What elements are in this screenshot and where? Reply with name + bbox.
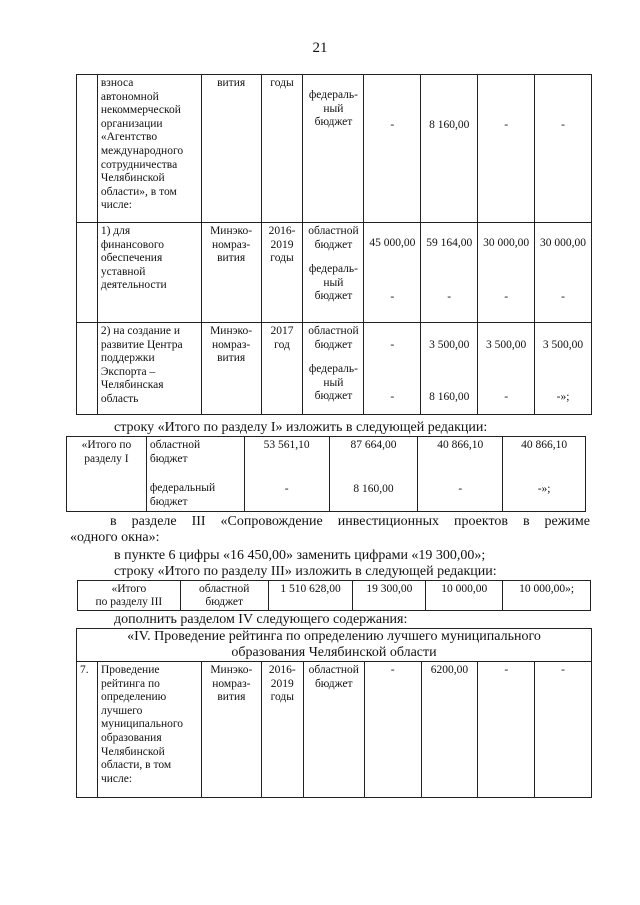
federal-2016: - [284, 482, 289, 495]
value-2016: - [390, 119, 395, 131]
regional-2017: 59 164,00 [426, 237, 473, 249]
value-2019: - [535, 662, 592, 798]
instruction-paragraph [70, 514, 590, 546]
regional-2019: 3 500,00 [542, 339, 584, 351]
federal-2019: -»; [556, 390, 570, 403]
federal-2018: - [458, 482, 463, 495]
value-2018: 10 000,00 [426, 581, 503, 611]
regional-2018: 3 500,00 [485, 339, 527, 351]
value-2019: 10 000,00»; [503, 581, 591, 611]
total-label: «Итого по разделу I [67, 437, 147, 512]
regional-2016: - [390, 339, 395, 351]
regional-2017: 87 664,00 [350, 439, 397, 451]
instruction-line: в разделе III «Сопровождение инвестиционных проектов в режиме [110, 514, 590, 529]
regional-2016: 53 561,10 [263, 439, 310, 451]
table-row [77, 662, 592, 798]
federal-2019: - [561, 290, 565, 303]
federal-2018: - [504, 290, 509, 303]
regional-2016: 45 000,00 [369, 237, 416, 249]
federal-2017: 8 160,00 [429, 390, 470, 403]
instruction-paragraph: в пункте 6 цифры «16 450,00» заменить цифрами «19 300,00»; [114, 548, 486, 563]
funding-source-federal: федераль- ный бюджет [308, 263, 358, 303]
federal-2016: - [390, 390, 395, 403]
section-heading: «IV. Проведение рейтинга по определению лучшего муниципального образования Челябинской области [77, 629, 592, 662]
total-label: «Итого по разделу III [78, 581, 181, 611]
section-heading-row [77, 629, 592, 662]
years: 2017 год [261, 323, 303, 415]
funding-source-regional: областной бюджет [149, 439, 201, 465]
funding-source-federal: федераль- ный бюджет [308, 363, 358, 403]
years: 2016- 2019 годы [261, 223, 303, 323]
total-section-1-table [66, 436, 586, 512]
table-row [77, 323, 592, 415]
executor: Минэко- номраз- вития [201, 223, 261, 323]
regional-2019: 40 866,10 [521, 439, 568, 451]
regional-2018: 30 000,00 [483, 237, 530, 249]
regional-2019: 30 000,00 [540, 237, 587, 249]
federal-2016: - [390, 290, 395, 303]
funding-source-federal: федеральный бюджет [149, 482, 216, 508]
table-row [78, 581, 591, 611]
funding-source-regional: областной бюджет [308, 225, 359, 251]
federal-2018: - [504, 390, 509, 403]
executor: Минэко- номраз- вития [201, 323, 261, 415]
years: годы [261, 75, 303, 223]
funding-source-regional: областной бюджет [308, 325, 359, 351]
years: 2016- 2019 годы [261, 662, 303, 798]
measure-description: 2) на создание и развитие Центра поддержки Экспорта – Челябинская область [97, 323, 201, 415]
value-2017: 6200,00 [421, 662, 478, 798]
federal-2019: -»; [537, 482, 551, 495]
row-number: 7. [77, 662, 98, 798]
value-2018: - [478, 662, 535, 798]
instruction-paragraph: строку «Итого по разделу III» изложить в следующей редакции: [114, 564, 497, 579]
instruction-paragraph: дополнить разделом IV следующего содержания: [114, 612, 408, 627]
executor: вития [201, 75, 261, 223]
regional-2018: 40 866,10 [437, 439, 484, 451]
measure-description: Проведение рейтинга по определению лучшего муниципального образования Челябинской области, в том числе: [97, 662, 201, 798]
table-row [77, 223, 592, 323]
regional-2017: 3 500,00 [429, 339, 470, 351]
funding-source: областной бюджет [303, 662, 364, 798]
table-row [77, 75, 592, 223]
executor: Минэко- номраз- вития [201, 662, 261, 798]
federal-2017: - [447, 290, 452, 303]
funding-source: федераль- ный бюджет [308, 89, 358, 129]
total-section-3-table [77, 580, 591, 611]
value-2016: - [364, 662, 421, 798]
value-2017: 8 160,00 [429, 119, 470, 131]
measure-description: 1) для финансового обеспечения уставной деятельности [97, 223, 201, 323]
value-2018: - [504, 119, 509, 131]
measure-description: взноса автономной некоммерческой организации «Агентство международного сотрудничества Челябинской области», в том числе: [97, 75, 201, 223]
page-number: 21 [312, 40, 328, 56]
program-table-section-1 [76, 74, 592, 415]
federal-2017: 8 160,00 [353, 482, 394, 495]
instruction-line: «одного окна»: [70, 530, 160, 545]
funding-source: областной бюджет [180, 581, 268, 611]
table-row [67, 437, 586, 512]
value-2016: 1 510 628,00 [268, 581, 353, 611]
section-4-table [76, 628, 592, 798]
instruction-paragraph: строку «Итого по разделу I» изложить в следующей редакции: [114, 420, 488, 435]
value-2019: - [561, 119, 565, 131]
value-2017: 19 300,00 [353, 581, 426, 611]
